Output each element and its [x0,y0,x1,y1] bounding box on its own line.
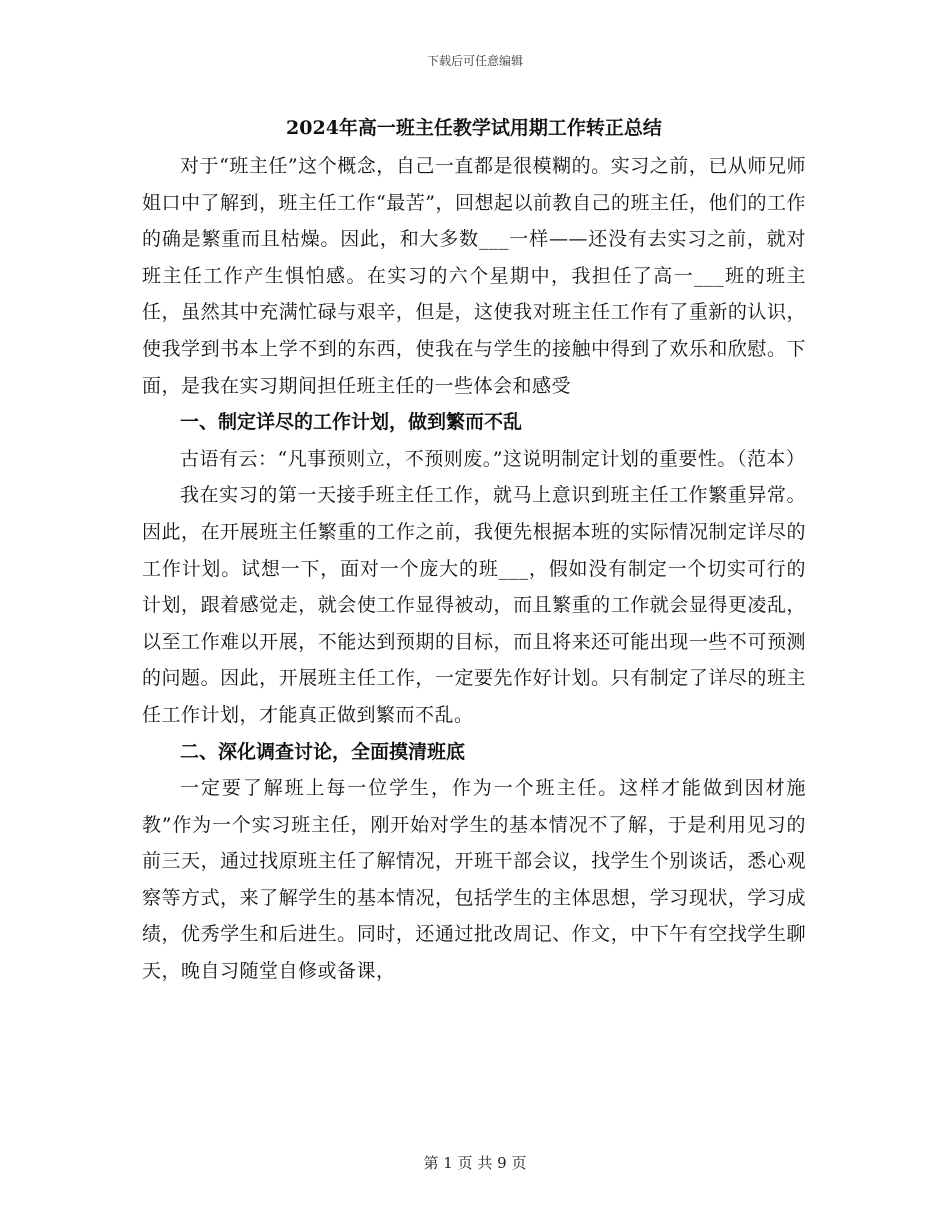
section-heading-2: 二、深化调查讨论，全面摸清班底 [180,740,466,763]
document-title: 2024年高一班主任教学试用期工作转正总结 [286,117,662,139]
section1-paragraph-1: 古语有云：“凡事预则立，不预则废。”这说明制定计划的重要性。（范本） [180,447,806,470]
section1-paragraph-2: 我在实习的第一天接手班主任工作，就马上意识到班主任工作繁重异常。因此，在开展班主任繁重的工作之前，我便先根据本班的实际情况制定详尽的工作计划。试想一下，面对一个庞大的班___，假如没有制定一个切实可行的计划，跟着感觉走，就会使工作显得被动，而且繁重的工作就会显得更凌乱，以至工作难以开展，不能达到预期的目标，而且将来还可能出现一些不可预测的问题。因此，开展班主任工作，一定要先作好计划。只有制定了详尽的班主任工作计划，才能真正做到繁而不乱。 [142,484,806,726]
document-body [142,108,806,990]
intro-paragraph: 对于“班主任”这个概念，自己一直都是很模糊的。实习之前，已从师兄师姐口中了解到，班主任工作“最苦”，回想起以前教自己的班主任，他们的工作的确是繁重而且枯燥。因此，和大多数___一样——还没有去实习之前，就对班主任工作产生惧怕感。在实习的六个星期中，我担任了高一___班的班主任，虽然其中充满忙碌与艰辛，但是，这使我对班主任工作有了重新的认识，使我学到书本上学不到的东西，使我在与学生的接触中得到了欢乐和欣慰。下面，是我在实习期间担任班主任的一些体会和感受 [142,155,806,397]
page-footer: 第 1 页 共 9 页 [423,1154,527,1172]
header-note: 下载后可任意编辑 [426,54,523,68]
section-heading-1: 一、制定详尽的工作计划，做到繁而不乱 [180,411,523,434]
section2-paragraph-1: 一定要了解班上每一位学生，作为一个班主任。这样才能做到因材施教”作为一个实习班主任，刚开始对学生的基本情况不了解，于是利用见习的前三天，通过找原班主任了解情况，开班干部会议，找学生个别谈话，悉心观察等方式，来了解学生的基本情况，包括学生的主体思想，学习现状，学习成绩，优秀学生和后进生。同时，还通过批改周记、作文，中下午有空找学生聊天，晚自习随堂自修或备课， [142,777,806,983]
